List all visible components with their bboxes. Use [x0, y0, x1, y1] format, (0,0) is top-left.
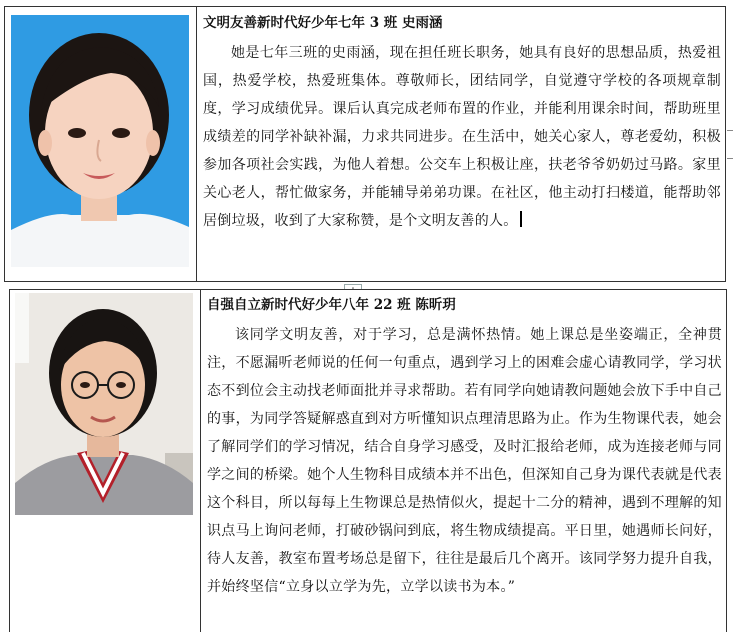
student-photo-2	[15, 293, 193, 515]
student-description-1: 她是七年三班的史雨涵，现在担任班长职务，她具有良好的思想品质，热爱祖国，热爱学校，热爱班集体。尊敬师长，团结同学，自觉遵守学校的各项规章制度，学习成绩优异。课后认真完成老师布置的作业，并能利用课余时间，帮助班里成绩差的同学补缺补漏，力求共同进步。在生活中，她关心家人，尊老爱幼，积极参加各项社会实践，为他人着想。公交车上积极让座，扶老爷爷奶奶过马路。家里关心老人，帮忙做家务，并能辅导弟弟功课。在社区，他主动打扫楼道，能帮助邻居倒垃圾，收到了大家称赞，是个文明友善的人。	[203, 45, 721, 229]
student-title-1: 文明友善新时代好少年七年 3 班 史雨涵	[203, 15, 443, 31]
student-text-2[interactable]	[207, 295, 722, 601]
student-card-1	[4, 6, 726, 282]
text-cursor	[520, 211, 522, 227]
column-divider	[200, 290, 201, 632]
portrait-image	[15, 293, 193, 515]
margin-mark	[727, 158, 733, 159]
student-photo-1	[11, 15, 189, 267]
student-title-2: 自强自立新时代好少年八年 22 班 陈昕玥	[207, 297, 456, 313]
margin-mark	[727, 130, 733, 131]
portrait-image	[11, 15, 189, 267]
student-description-2: 该同学文明友善，对于学习，总是满怀热情。她上课总是坐姿端正，全神贯注，不愿漏听老师说的任何一句重点，遇到学习上的困难会虚心请教同学，学习状态不到位会主动找老师面批并寻求帮助。若有同学向她请教问题她会放下手中自己的事，为同学答疑解惑直到对方听懂知识点理清思路为止。作为生物课代表，她会了解同学们的学习情况，结合自身学习感受，及时汇报给老师，成为连接老师与同学之间的桥梁。她个人生物科目成绩本并不出色，但深知自己身为课代表就是代表这个科目，所以每每上生物课总是热情似火，提起十二分的精神，遇到不理解的知识点马上询问老师，打破砂锅问到底，将生物成绩提高。平日里，她遇师长问好，待人友善，教室布置考场总是留下，往往是最后几个离开。该同学努力提升自我，并始终坚信“立身以立学为先，立学以读书为本。”	[207, 327, 722, 595]
student-card-2	[9, 289, 727, 632]
column-divider	[196, 7, 197, 281]
student-text-1[interactable]	[203, 13, 721, 235]
